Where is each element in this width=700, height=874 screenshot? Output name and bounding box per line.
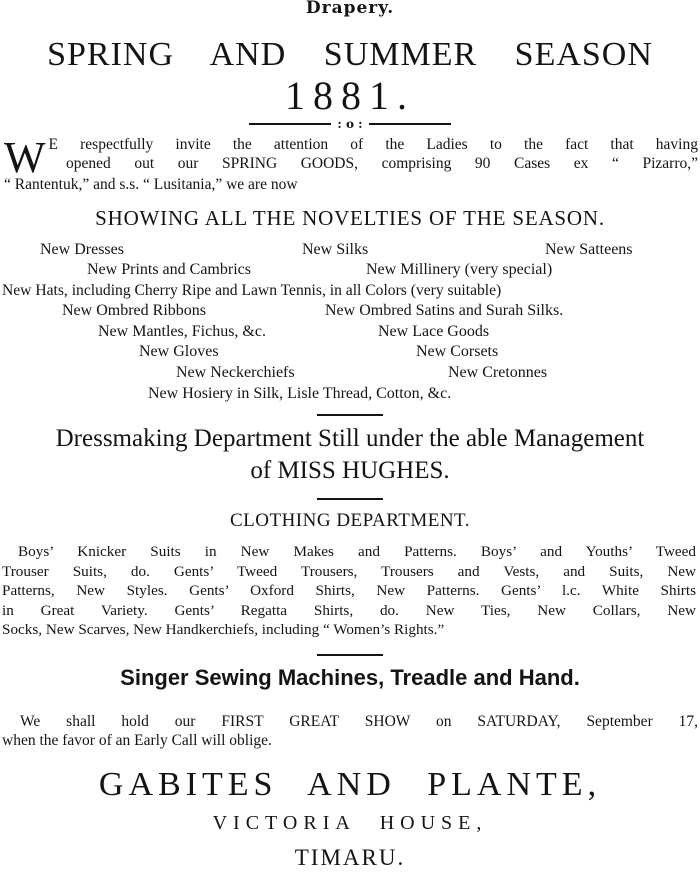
- clothing-paragraph: [2, 542, 696, 640]
- drop-cap: W: [4, 133, 46, 182]
- list-item: New Lace Goods: [378, 323, 490, 340]
- text-line: Patterns, New Styles. Gents’ Oxford Shirts, New Patterns. Gents’ l.c. White Shirts: [2, 582, 696, 600]
- year-title: 1881.: [285, 73, 415, 118]
- list-item: New Silks: [302, 241, 369, 258]
- list-item: New Corsets: [416, 343, 499, 360]
- intro-paragraph: [4, 133, 698, 195]
- text-line: Socks, New Scarves, New Handkerchiefs, including “ Women’s Rights.”: [2, 621, 445, 639]
- ornament-rule-right: [369, 123, 451, 125]
- town-name: TIMARU.: [294, 845, 406, 870]
- list-item: New Ombred Satins and Surah Silks.: [325, 302, 564, 319]
- ornament-divider: [0, 117, 700, 130]
- intro-line-2: opened out our SPRING GOODS, comprising 90 Cases ex “ Pizarro,”: [66, 154, 698, 172]
- text-line: Boys’ Knicker Suits in New Makes and Patterns. Boys’ and Youths’ Tweed: [18, 543, 696, 560]
- list-item: New Millinery (very special): [366, 261, 553, 278]
- ornament-center: : o :: [337, 116, 363, 131]
- list-item: New Hosiery in Silk, Lisle Thread, Cotton, &c.: [148, 385, 452, 402]
- text-line: We shall hold our FIRST GREAT SHOW on SATURDAY, September 17,: [20, 713, 698, 730]
- management-line: of MISS HUGHES.: [250, 457, 450, 484]
- divider: [317, 654, 383, 656]
- intro-line-3: “ Rantentuk,” and s.s. “ Lusitania,” we are now: [4, 176, 298, 193]
- show-paragraph: [2, 712, 698, 750]
- divider: [317, 414, 383, 416]
- list-item: New Mantles, Fichus, &c.: [98, 323, 266, 340]
- list-item: New Cretonnes: [448, 364, 548, 381]
- dressmaking-heading: Dressmaking Department Still under the able Management: [55, 425, 645, 452]
- list-item: New Gloves: [139, 343, 219, 360]
- list-item: New Satteens: [545, 241, 633, 258]
- clothing-heading: CLOTHING DEPARTMENT.: [229, 510, 471, 531]
- ornament-rule-left: [249, 123, 331, 125]
- list-item: New Hats, including Cherry Ripe and Lawn Tennis, in all Colors (very suitable): [2, 282, 502, 299]
- list-item: New Ombred Ribbons: [62, 302, 206, 319]
- text-line: Trouser Suits, do. Gents’ Tweed Trousers, Trousers and Vests, and Suits, New: [2, 562, 696, 580]
- list-item: New Dresses: [40, 241, 124, 258]
- list-item: New Neckerchiefs: [176, 364, 295, 381]
- text-line: when the favor of an Early Call will oblige.: [2, 732, 272, 749]
- intro-line-1: E respectfully invite the attention of the Ladies to the fact that having: [48, 136, 698, 153]
- text-line: in Great Variety. Gents’ Regatta Shirts, do. New Ties, New Collars, New: [2, 601, 696, 619]
- house-name: VICTORIA HOUSE,: [212, 812, 488, 834]
- divider: [317, 498, 383, 500]
- singer-heading: Singer Sewing Machines, Treadle and Hand.: [120, 665, 580, 690]
- season-title: SPRING AND SUMMER SEASON: [47, 36, 653, 73]
- showing-heading: SHOWING ALL THE NOVELTIES OF THE SEASON.: [95, 206, 605, 230]
- section-header: Drapery.: [305, 0, 395, 18]
- firm-name: GABITES AND PLANTE,: [98, 766, 602, 803]
- list-item: New Prints and Cambrics: [87, 261, 251, 278]
